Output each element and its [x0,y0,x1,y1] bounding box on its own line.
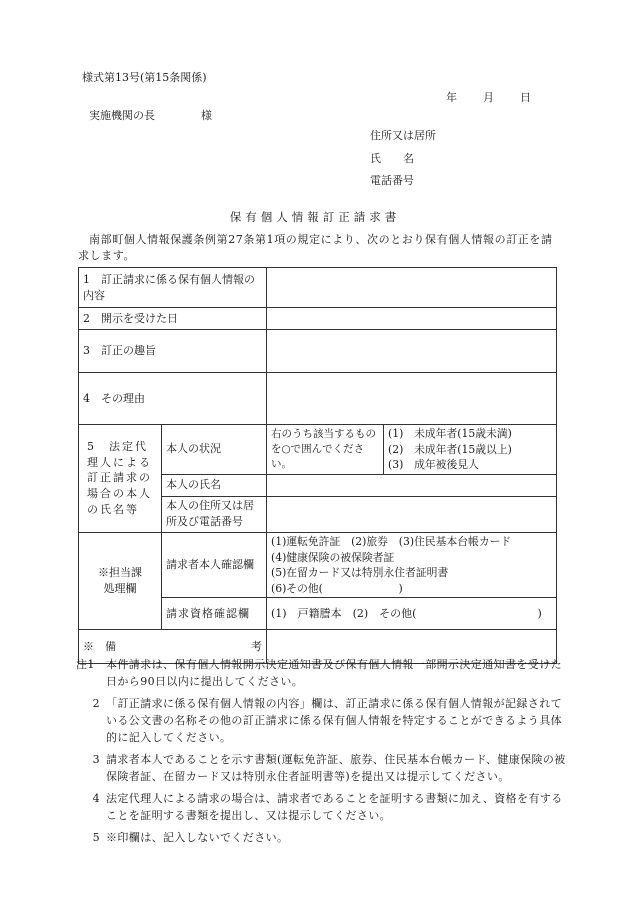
addressee: 実施機関の長 [89,109,155,122]
table-row [79,532,557,598]
status-instruction: 右のうち該当するものを○で囲んでください。 [267,425,384,475]
row3-field[interactable] [267,330,557,373]
note-text: 「訂正請求に係る保有個人情報の内容」欄は、訂正請求に係る保有個人情報が記録されている公文書の名称その他の訂正請求に係る保有個人情報を特定することができるよう具体的に記入してください。 [106,697,562,745]
request-form-table [78,267,557,664]
person-name-field[interactable] [267,474,557,496]
form-number: 様式第13号(第15条関係) [82,71,207,84]
note-item [76,751,566,785]
row2-field[interactable] [267,308,557,330]
status-option[interactable]: (3) 成年被後見人 [388,458,479,472]
status-options[interactable] [384,425,557,475]
row4-field[interactable] [267,373,557,425]
status-label: 本人の状況 [162,425,267,475]
identity-docs[interactable] [267,532,557,598]
person-address-field[interactable] [267,496,557,532]
status-option[interactable]: (1) 未成年者(15歳未満) [388,427,512,440]
note-number: 注1 [76,658,95,671]
note-item [76,695,566,746]
note-number: 2 [92,697,100,711]
applicant-phone-label: 電話番号 [370,174,414,187]
identity-doc-option[interactable]: (4)健康保険の被保険者証 [271,550,395,564]
row1-field[interactable] [267,268,557,308]
eligibility-label: 請求資格確認欄 [162,598,267,630]
row4-label: 4 その理由 [79,373,267,425]
person-address-label: 本人の住所又は居所及び電話番号 [162,496,267,532]
applicant-block [370,128,436,196]
notes-section [76,656,566,851]
note-item [76,829,566,846]
identity-doc-option[interactable]: (1)運転免許証 (2)旅券 (3)住民基本台帳カード [271,534,512,548]
note-number: 5 [92,831,100,845]
office-label: ※担当課処理欄 [79,532,162,630]
applicant-address-label: 住所又は居所 [370,129,436,142]
addressee-line [89,108,212,124]
person-name-label: 本人の氏名 [162,474,267,496]
remarks-label-inner [83,639,262,655]
intro-paragraph: 南部町個人情報保護条例第27条第1項の規定により、次のとおり保有個人情報の訂正を請求します。 [78,233,553,262]
remarks-end: 考 [251,640,262,654]
row5-label: 5 法定代理人による訂正請求の場合の本人の氏名等 [79,425,162,533]
note-text: 法定代理人による請求の場合は、請求者であることを証明する書類に加え、資格を有することを証明する書類を提出し、又は提示してください。 [106,792,563,823]
table-row [79,373,557,425]
identity-check-label: 請求者本人確認欄 [162,532,267,598]
note-item [76,656,566,690]
eligibility-options[interactable]: (1) 戸籍謄本 (2) その他( ) [267,598,557,630]
row1-label: 1 訂正請求に係る保有個人情報の内容 [79,268,267,308]
note-item [76,790,566,824]
table-row [79,425,557,475]
note-text: ※印欄は、記入しないでください。 [106,831,289,845]
identity-doc-option[interactable]: (6)その他( ) [271,581,403,595]
status-option[interactable]: (2) 未成年者(15歳以上) [388,442,512,456]
note-text: 本件請求は、保有個人情報開示決定通知書及び保有個人情報一部開示決定通知書を受けた日から90日以内に提出してください。 [106,658,562,689]
row3-label: 3 訂正の趣旨 [79,330,267,373]
note-text: 請求者本人であることを示す書類(運転免許証、旅券、住民基本台帳カード、健康保険の被保険者証、在留カード又は特別永住者証明書等)を提出又は提示してください。 [106,753,566,784]
table-row [79,330,557,373]
note-number: 3 [92,753,100,767]
table-row [79,308,557,330]
date-line [446,90,531,106]
note-number: 4 [92,792,100,806]
remarks-mark: ※ 備 [83,640,116,654]
document-title: 保有個人情報訂正請求書 [229,210,401,224]
date-month-label: 月 [483,91,494,104]
honorific: 様 [201,109,212,122]
row2-label: 2 開示を受けた日 [79,308,267,330]
date-day-label: 日 [520,91,531,104]
date-year-label: 年 [446,91,457,104]
identity-doc-option[interactable]: (5)在留カード又は特別永住者証明書 [271,566,449,580]
applicant-name-label: 氏 名 [370,151,414,165]
table-row [79,268,557,308]
